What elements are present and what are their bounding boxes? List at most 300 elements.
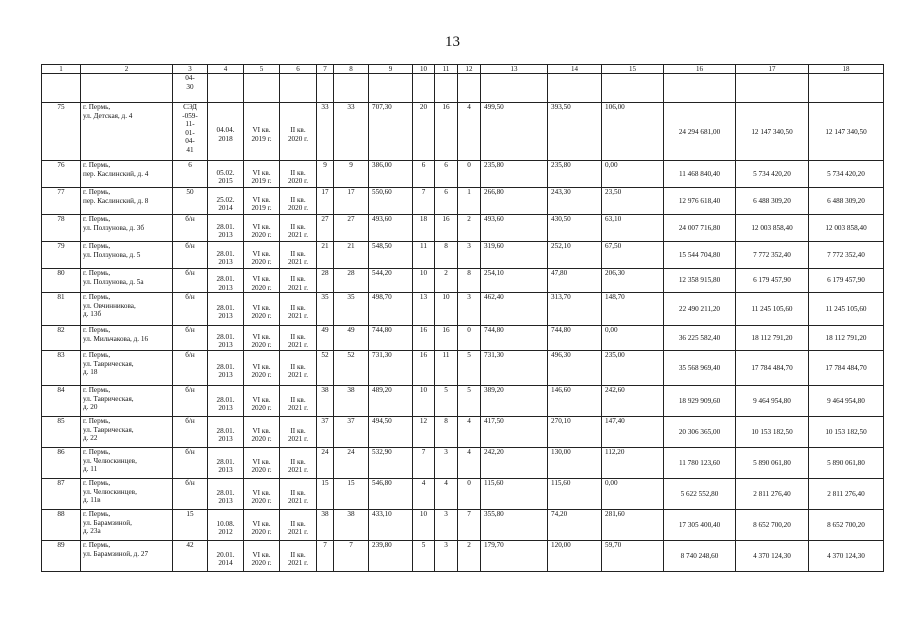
cell-n: 79 <box>42 242 81 269</box>
cell-q1: VI кв. 2020 г. <box>244 326 280 351</box>
cell-c12: 4 <box>458 448 481 479</box>
cell-c7: 28 <box>317 269 334 293</box>
cell-addr: г. Пермь, ул. Таврическая, д. 22 <box>81 417 173 448</box>
cell-doc: 15 <box>173 510 208 541</box>
cell-c13: 254,10 <box>481 269 548 293</box>
cell-date: 28.01. 2013 <box>208 293 244 326</box>
cell-date: 28.01. 2013 <box>208 351 244 386</box>
cell-c9: 386,00 <box>369 161 413 188</box>
cell-doc: б/н <box>173 479 208 510</box>
cell-c18: 17 784 484,70 <box>809 351 884 386</box>
table-row <box>42 269 884 293</box>
cell-c16: 17 305 400,40 <box>664 510 736 541</box>
cell-addr: г. Пермь, ул. Барамзиной, д. 27 <box>81 541 173 572</box>
cell-c17: 6 179 457,90 <box>736 269 809 293</box>
cell-c18: 5 890 061,80 <box>809 448 884 479</box>
cell-date: 25.02. 2014 <box>208 188 244 215</box>
cell-q1: VI кв. 2020 г. <box>244 386 280 417</box>
cell-c15: 59,70 <box>602 541 664 572</box>
cell-c7: 7 <box>317 541 334 572</box>
cell-q2: II кв. 2020 г. <box>280 103 317 161</box>
cell-addr: г. Пермь, пер. Каслинский, д. 8 <box>81 188 173 215</box>
continued-doc-number: 04- 30 <box>173 74 208 103</box>
cell-c15: 147,40 <box>602 417 664 448</box>
cell-c7: 24 <box>317 448 334 479</box>
cell-q1: VI кв. 2020 г. <box>244 479 280 510</box>
cell-n: 82 <box>42 326 81 351</box>
header-col-8: 8 <box>334 65 369 74</box>
cell-q1: VI кв. 2019 г. <box>244 188 280 215</box>
header-row <box>42 65 884 74</box>
cell-c11: 10 <box>435 293 458 326</box>
cell-c10: 13 <box>413 293 435 326</box>
header-col-6: 6 <box>280 65 317 74</box>
cell-c11: 16 <box>435 215 458 242</box>
buildings-table <box>41 64 884 572</box>
cell-doc: б/н <box>173 351 208 386</box>
cell-n: 77 <box>42 188 81 215</box>
header-col-10: 10 <box>413 65 435 74</box>
cell-q1: VI кв. 2020 г. <box>244 215 280 242</box>
cell-c14: 146,60 <box>548 386 602 417</box>
cell-date: 10.08. 2012 <box>208 510 244 541</box>
cell-c18: 12 003 858,40 <box>809 215 884 242</box>
cell-date: 28.01. 2013 <box>208 479 244 510</box>
header-col-5: 5 <box>244 65 280 74</box>
cell-c8: 7 <box>334 541 369 572</box>
cell-c18: 2 811 276,40 <box>809 479 884 510</box>
table-row <box>42 479 884 510</box>
cell-c8: 52 <box>334 351 369 386</box>
cell-q2: II кв. 2021 г. <box>280 326 317 351</box>
cell-c11: 5 <box>435 386 458 417</box>
cell-c10: 16 <box>413 326 435 351</box>
cell-q2: II кв. 2021 г. <box>280 417 317 448</box>
cell-c18: 9 464 954,80 <box>809 386 884 417</box>
cell-c11: 11 <box>435 351 458 386</box>
cell-c13: 242,20 <box>481 448 548 479</box>
cell-n: 78 <box>42 215 81 242</box>
cell-q2: II кв. 2021 г. <box>280 510 317 541</box>
cell-c9: 731,30 <box>369 351 413 386</box>
cell-c16: 5 622 552,80 <box>664 479 736 510</box>
cell-doc: б/н <box>173 448 208 479</box>
cell-date: 28.01. 2013 <box>208 242 244 269</box>
table-row <box>42 417 884 448</box>
cell-c11: 3 <box>435 448 458 479</box>
cell-q2: II кв. 2021 г. <box>280 479 317 510</box>
cell-c16: 11 468 840,40 <box>664 161 736 188</box>
cell-q2: II кв. 2021 г. <box>280 351 317 386</box>
table-row <box>42 448 884 479</box>
cell-c16: 12 976 618,40 <box>664 188 736 215</box>
cell-q1: VI кв. 2020 г. <box>244 510 280 541</box>
cell-c7: 38 <box>317 510 334 541</box>
cell-c8: 38 <box>334 510 369 541</box>
cell-c8: 28 <box>334 269 369 293</box>
cell-c16: 12 358 915,80 <box>664 269 736 293</box>
cell-c13: 462,40 <box>481 293 548 326</box>
cell-c16: 11 780 123,60 <box>664 448 736 479</box>
cell-c9: 548,50 <box>369 242 413 269</box>
cell-c12: 3 <box>458 293 481 326</box>
cell-c13: 179,70 <box>481 541 548 572</box>
cell-c10: 20 <box>413 103 435 161</box>
cell-c10: 16 <box>413 351 435 386</box>
cell-c17: 9 464 954,80 <box>736 386 809 417</box>
cell-addr: г. Пермь, ул. Ползунова, д. 5 <box>81 242 173 269</box>
cell-c8: 24 <box>334 448 369 479</box>
header-col-18: 18 <box>809 65 884 74</box>
cell-addr: г. Пермь, ул. Мильчакова, д. 16 <box>81 326 173 351</box>
cell-n: 88 <box>42 510 81 541</box>
cell-c9: 433,10 <box>369 510 413 541</box>
cell-doc: б/н <box>173 215 208 242</box>
cell-c14: 744,80 <box>548 326 602 351</box>
cell-c15: 148,70 <box>602 293 664 326</box>
cell-c17: 11 245 105,60 <box>736 293 809 326</box>
cell-c12: 2 <box>458 215 481 242</box>
header-col-14: 14 <box>548 65 602 74</box>
header-col-17: 17 <box>736 65 809 74</box>
cell-n: 84 <box>42 386 81 417</box>
page-number: 13 <box>445 34 460 50</box>
cell-c13: 417,50 <box>481 417 548 448</box>
cell-c7: 35 <box>317 293 334 326</box>
cell-n: 81 <box>42 293 81 326</box>
cell-c11: 6 <box>435 188 458 215</box>
cell-addr: г. Пермь, ул. Ползунова, д. 5а <box>81 269 173 293</box>
cell-doc: б/н <box>173 386 208 417</box>
continuation-row <box>42 74 884 103</box>
cell-c15: 106,00 <box>602 103 664 161</box>
cell-date: 04.04. 2018 <box>208 103 244 161</box>
cell-date: 28.01. 2013 <box>208 386 244 417</box>
cell-date: 28.01. 2013 <box>208 448 244 479</box>
cell-c13: 235,80 <box>481 161 548 188</box>
cell-q1: VI кв. 2020 г. <box>244 417 280 448</box>
cell-c13: 355,80 <box>481 510 548 541</box>
cell-c10: 7 <box>413 448 435 479</box>
cell-c15: 63,10 <box>602 215 664 242</box>
cell-c15: 23,50 <box>602 188 664 215</box>
cell-c12: 5 <box>458 386 481 417</box>
cell-c16: 35 568 969,40 <box>664 351 736 386</box>
cell-c10: 4 <box>413 479 435 510</box>
header-col-9: 9 <box>369 65 413 74</box>
cell-c8: 38 <box>334 386 369 417</box>
cell-c12: 0 <box>458 161 481 188</box>
cell-c12: 3 <box>458 242 481 269</box>
cell-c7: 21 <box>317 242 334 269</box>
cell-n: 83 <box>42 351 81 386</box>
cell-c12: 0 <box>458 326 481 351</box>
cell-c18: 18 112 791,20 <box>809 326 884 351</box>
cell-c12: 0 <box>458 479 481 510</box>
cell-addr: г. Пермь, ул. Ползунова, д. 3б <box>81 215 173 242</box>
cell-addr: г. Пермь, ул. Челюскинцев, д. 11в <box>81 479 173 510</box>
cell-c16: 20 306 365,00 <box>664 417 736 448</box>
cell-c8: 27 <box>334 215 369 242</box>
cell-c12: 4 <box>458 103 481 161</box>
cell-c15: 67,50 <box>602 242 664 269</box>
cell-c11: 8 <box>435 242 458 269</box>
cell-addr: г. Пермь, ул. Барамзиной, д. 23а <box>81 510 173 541</box>
cell-c11: 16 <box>435 103 458 161</box>
cell-c13: 319,60 <box>481 242 548 269</box>
table-row <box>42 293 884 326</box>
cell-c8: 15 <box>334 479 369 510</box>
cell-c15: 112,20 <box>602 448 664 479</box>
table-row <box>42 386 884 417</box>
cell-c8: 35 <box>334 293 369 326</box>
cell-q1: VI кв. 2019 г. <box>244 103 280 161</box>
cell-c13: 493,60 <box>481 215 548 242</box>
cell-q2: II кв. 2021 г. <box>280 269 317 293</box>
cell-n: 80 <box>42 269 81 293</box>
cell-c14: 120,00 <box>548 541 602 572</box>
cell-c8: 21 <box>334 242 369 269</box>
cell-c17: 8 652 700,20 <box>736 510 809 541</box>
cell-c10: 5 <box>413 541 435 572</box>
cell-c10: 10 <box>413 269 435 293</box>
cell-c15: 0,00 <box>602 479 664 510</box>
cell-c11: 3 <box>435 541 458 572</box>
cell-c17: 18 112 791,20 <box>736 326 809 351</box>
cell-doc: б/н <box>173 326 208 351</box>
table-row <box>42 242 884 269</box>
cell-c9: 532,90 <box>369 448 413 479</box>
cell-c14: 393,50 <box>548 103 602 161</box>
cell-c10: 10 <box>413 510 435 541</box>
cell-q1: VI кв. 2020 г. <box>244 293 280 326</box>
cell-c18: 12 147 340,50 <box>809 103 884 161</box>
cell-c14: 496,30 <box>548 351 602 386</box>
cell-c12: 7 <box>458 510 481 541</box>
header-col-15: 15 <box>602 65 664 74</box>
cell-c9: 239,80 <box>369 541 413 572</box>
table-row <box>42 161 884 188</box>
cell-c11: 6 <box>435 161 458 188</box>
cell-q2: II кв. 2021 г. <box>280 386 317 417</box>
header-col-4: 4 <box>208 65 244 74</box>
cell-q2: II кв. 2021 г. <box>280 448 317 479</box>
cell-doc: б/н <box>173 293 208 326</box>
cell-c17: 2 811 276,40 <box>736 479 809 510</box>
cell-n: 86 <box>42 448 81 479</box>
cell-c9: 498,70 <box>369 293 413 326</box>
cell-c14: 74,20 <box>548 510 602 541</box>
cell-c8: 9 <box>334 161 369 188</box>
cell-c8: 49 <box>334 326 369 351</box>
cell-c17: 17 784 484,70 <box>736 351 809 386</box>
cell-c7: 27 <box>317 215 334 242</box>
cell-c12: 5 <box>458 351 481 386</box>
cell-c9: 489,20 <box>369 386 413 417</box>
cell-c17: 5 734 420,20 <box>736 161 809 188</box>
table-row <box>42 510 884 541</box>
cell-q1: VI кв. 2020 г. <box>244 242 280 269</box>
cell-c16: 24 007 716,80 <box>664 215 736 242</box>
cell-c9: 494,50 <box>369 417 413 448</box>
cell-addr: г. Пермь, ул. Челюскинцев, д. 11 <box>81 448 173 479</box>
cell-c15: 281,60 <box>602 510 664 541</box>
header-col-13: 13 <box>481 65 548 74</box>
cell-q2: II кв. 2021 г. <box>280 541 317 572</box>
cell-c15: 206,30 <box>602 269 664 293</box>
cell-doc: 42 <box>173 541 208 572</box>
cell-c12: 1 <box>458 188 481 215</box>
cell-c13: 389,20 <box>481 386 548 417</box>
cell-c11: 3 <box>435 510 458 541</box>
header-col-1: 1 <box>42 65 81 74</box>
cell-c13: 744,80 <box>481 326 548 351</box>
cell-c17: 7 772 352,40 <box>736 242 809 269</box>
cell-c18: 10 153 182,50 <box>809 417 884 448</box>
cell-c14: 47,80 <box>548 269 602 293</box>
header-col-3: 3 <box>173 65 208 74</box>
cell-c7: 49 <box>317 326 334 351</box>
cell-c16: 36 225 582,40 <box>664 326 736 351</box>
cell-q1: VI кв. 2020 г. <box>244 541 280 572</box>
cell-c18: 11 245 105,60 <box>809 293 884 326</box>
cell-c17: 5 890 061,80 <box>736 448 809 479</box>
cell-addr: г. Пермь, пер. Каслинский, д. 4 <box>81 161 173 188</box>
table-row <box>42 215 884 242</box>
cell-c10: 12 <box>413 417 435 448</box>
cell-c16: 15 544 704,80 <box>664 242 736 269</box>
cell-c18: 6 179 457,90 <box>809 269 884 293</box>
cell-c13: 731,30 <box>481 351 548 386</box>
cell-doc: 50 <box>173 188 208 215</box>
cell-c12: 2 <box>458 541 481 572</box>
cell-date: 28.01. 2013 <box>208 215 244 242</box>
cell-c8: 33 <box>334 103 369 161</box>
cell-c15: 235,00 <box>602 351 664 386</box>
cell-c14: 130,00 <box>548 448 602 479</box>
cell-c9: 550,60 <box>369 188 413 215</box>
cell-c7: 52 <box>317 351 334 386</box>
cell-c15: 242,60 <box>602 386 664 417</box>
cell-c17: 12 147 340,50 <box>736 103 809 161</box>
table-row <box>42 351 884 386</box>
cell-doc: 6 <box>173 161 208 188</box>
cell-c13: 499,50 <box>481 103 548 161</box>
cell-date: 28.01. 2013 <box>208 326 244 351</box>
cell-c18: 4 370 124,30 <box>809 541 884 572</box>
cell-doc: б/н <box>173 269 208 293</box>
cell-n: 76 <box>42 161 81 188</box>
cell-c7: 37 <box>317 417 334 448</box>
cell-date: 20.01. 2014 <box>208 541 244 572</box>
cell-c18: 6 488 309,20 <box>809 188 884 215</box>
cell-c16: 24 294 681,00 <box>664 103 736 161</box>
cell-c8: 37 <box>334 417 369 448</box>
cell-q1: VI кв. 2020 г. <box>244 351 280 386</box>
header-col-11: 11 <box>435 65 458 74</box>
cell-c10: 6 <box>413 161 435 188</box>
cell-c7: 17 <box>317 188 334 215</box>
cell-c12: 4 <box>458 417 481 448</box>
cell-c7: 33 <box>317 103 334 161</box>
cell-c16: 18 929 909,60 <box>664 386 736 417</box>
table-row <box>42 103 884 161</box>
cell-c14: 313,70 <box>548 293 602 326</box>
cell-date: 28.01. 2013 <box>208 269 244 293</box>
cell-c18: 7 772 352,40 <box>809 242 884 269</box>
cell-c10: 7 <box>413 188 435 215</box>
cell-c14: 243,30 <box>548 188 602 215</box>
cell-q2: II кв. 2021 г. <box>280 215 317 242</box>
cell-date: 05.02. 2015 <box>208 161 244 188</box>
cell-c16: 22 490 211,20 <box>664 293 736 326</box>
cell-c9: 744,80 <box>369 326 413 351</box>
cell-q2: II кв. 2021 г. <box>280 242 317 269</box>
cell-c14: 430,50 <box>548 215 602 242</box>
cell-q1: VI кв. 2020 г. <box>244 269 280 293</box>
cell-doc: СЭД -059- 11- 01- 04- 41 <box>173 103 208 161</box>
cell-n: 75 <box>42 103 81 161</box>
cell-c7: 9 <box>317 161 334 188</box>
cell-c14: 270,10 <box>548 417 602 448</box>
cell-c10: 10 <box>413 386 435 417</box>
header-col-12: 12 <box>458 65 481 74</box>
cell-c11: 4 <box>435 479 458 510</box>
cell-n: 87 <box>42 479 81 510</box>
cell-doc: б/н <box>173 417 208 448</box>
header-col-7: 7 <box>317 65 334 74</box>
table-row <box>42 188 884 215</box>
cell-c18: 5 734 420,20 <box>809 161 884 188</box>
cell-c10: 18 <box>413 215 435 242</box>
cell-c14: 252,10 <box>548 242 602 269</box>
cell-c7: 38 <box>317 386 334 417</box>
cell-c17: 4 370 124,30 <box>736 541 809 572</box>
cell-c14: 235,80 <box>548 161 602 188</box>
cell-c11: 2 <box>435 269 458 293</box>
cell-c17: 12 003 858,40 <box>736 215 809 242</box>
cell-c9: 546,80 <box>369 479 413 510</box>
cell-n: 89 <box>42 541 81 572</box>
cell-c9: 544,20 <box>369 269 413 293</box>
cell-q2: II кв. 2021 г. <box>280 293 317 326</box>
header-col-2: 2 <box>81 65 173 74</box>
cell-c12: 8 <box>458 269 481 293</box>
cell-c11: 8 <box>435 417 458 448</box>
cell-c15: 0,00 <box>602 161 664 188</box>
cell-addr: г. Пермь, ул. Таврическая, д. 18 <box>81 351 173 386</box>
cell-c8: 17 <box>334 188 369 215</box>
cell-c16: 8 740 248,60 <box>664 541 736 572</box>
cell-addr: г. Пермь, ул. Таврическая, д. 20 <box>81 386 173 417</box>
cell-c15: 0,00 <box>602 326 664 351</box>
cell-c17: 6 488 309,20 <box>736 188 809 215</box>
cell-c14: 115,60 <box>548 479 602 510</box>
cell-c13: 115,60 <box>481 479 548 510</box>
table-row <box>42 326 884 351</box>
cell-addr: г. Пермь, ул. Овчинникова, д. 13б <box>81 293 173 326</box>
table-row <box>42 541 884 572</box>
cell-date: 28.01. 2013 <box>208 417 244 448</box>
cell-c11: 16 <box>435 326 458 351</box>
cell-n: 85 <box>42 417 81 448</box>
header-col-16: 16 <box>664 65 736 74</box>
cell-c17: 10 153 182,50 <box>736 417 809 448</box>
cell-c7: 15 <box>317 479 334 510</box>
cell-c9: 707,30 <box>369 103 413 161</box>
cell-q1: VI кв. 2019 г. <box>244 161 280 188</box>
cell-c18: 8 652 700,20 <box>809 510 884 541</box>
